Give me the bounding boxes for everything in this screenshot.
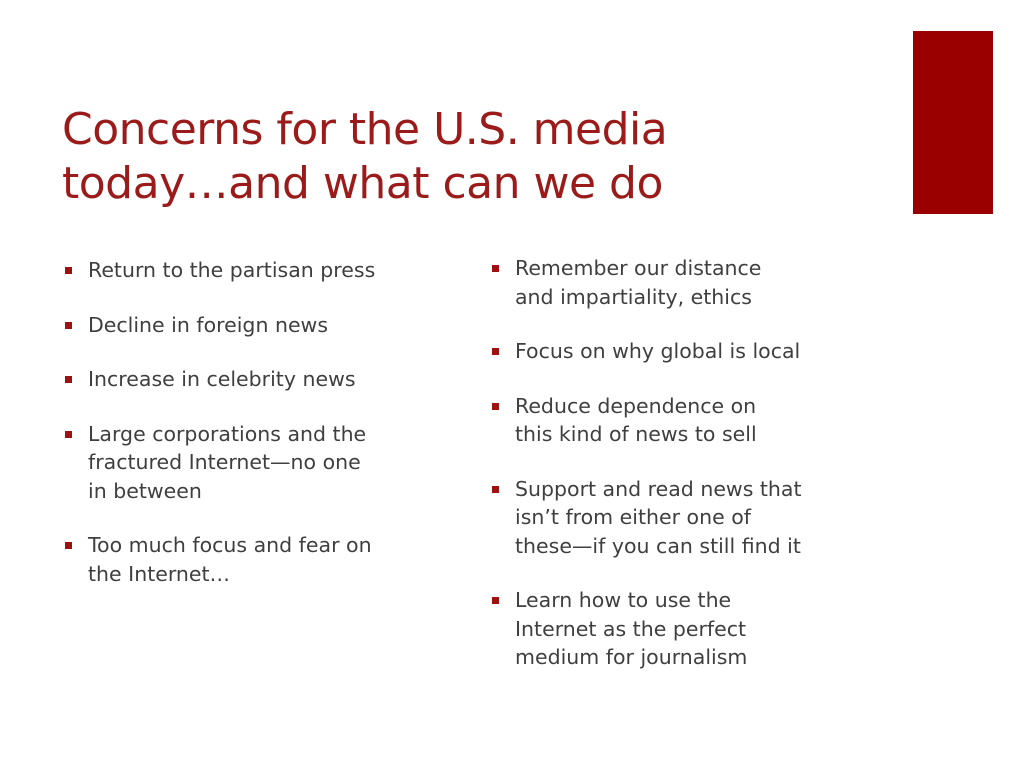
bullet-text: Focus on why global is local <box>515 339 801 363</box>
bullet-text: the Internet… <box>88 561 231 586</box>
square-bullet-icon <box>65 431 72 438</box>
bullet-text: Learn how to use the <box>515 588 732 612</box>
square-bullet-icon <box>492 597 499 604</box>
bullet-text: isn’t from either one of <box>515 505 751 529</box>
right-bullet-list <box>491 254 881 698</box>
bullet-item <box>64 311 444 340</box>
bullet-text: in between <box>88 478 202 503</box>
bullet-item <box>64 256 444 285</box>
bullet-text: Support and read news that <box>515 476 802 501</box>
title-line: today…and what can we do <box>62 158 663 209</box>
bullet-item <box>491 392 881 449</box>
left-bullet-list <box>64 256 444 614</box>
square-bullet-icon <box>65 322 72 329</box>
bullet-text: fractured Internet—no one <box>88 450 361 474</box>
bullet-item <box>491 475 881 561</box>
bullet-item <box>491 586 881 672</box>
square-bullet-icon <box>65 267 72 274</box>
bullet-text: Internet as the perfect <box>515 616 747 641</box>
square-bullet-icon <box>492 403 499 410</box>
bullet-item <box>64 420 444 506</box>
bullet-text: these—if you can still find it <box>515 533 801 558</box>
bullet-text: Return to the partisan press <box>88 258 376 282</box>
square-bullet-icon <box>65 542 72 549</box>
bullet-item <box>491 337 881 366</box>
accent-bar <box>913 31 993 214</box>
square-bullet-icon <box>492 265 499 272</box>
square-bullet-icon <box>492 486 499 493</box>
square-bullet-icon <box>65 376 72 383</box>
bullet-text: Too much focus and fear on <box>88 533 372 557</box>
bullet-text: Remember our distance <box>515 256 762 280</box>
bullet-item <box>491 254 881 311</box>
bullet-text: and impartiality, ethics <box>515 284 752 309</box>
square-bullet-icon <box>492 348 499 355</box>
bullet-text: Reduce dependence on <box>515 393 757 418</box>
bullet-text: Increase in celebrity news <box>88 367 356 391</box>
title-line: Concerns for the U.S. media <box>62 104 668 155</box>
bullet-text: medium for journalism <box>515 645 748 669</box>
slide-title <box>62 103 892 211</box>
bullet-item <box>64 365 444 394</box>
bullet-text: Large corporations and the <box>88 421 367 446</box>
bullet-item <box>64 531 444 588</box>
bullet-text: Decline in foreign news <box>88 312 329 337</box>
bullet-text: this kind of news to sell <box>515 422 757 446</box>
